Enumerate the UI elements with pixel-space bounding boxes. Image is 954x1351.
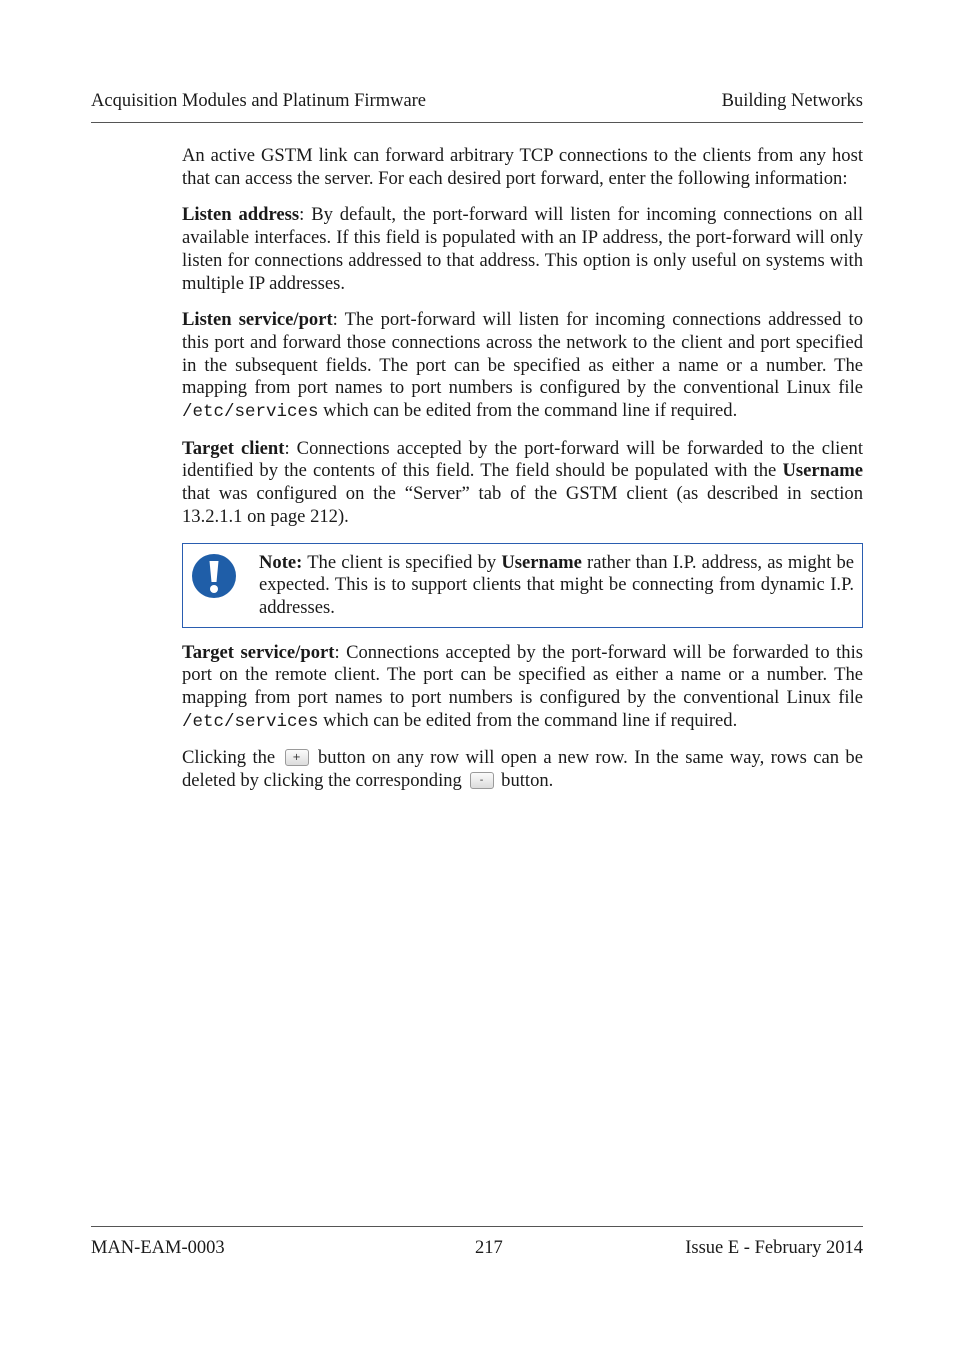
target-client-text-2: that was configured on the “Server” tab of the GSTM client (as described in section 13.2.1.1 on page 212). (182, 483, 863, 527)
listen-address-term: Listen address (182, 204, 300, 226)
note-box (182, 543, 863, 628)
target-service-code: /etc/services (182, 711, 319, 732)
exclamation-icon (191, 553, 237, 599)
target-client-bold: Username (782, 460, 863, 482)
target-service-paragraph (182, 642, 863, 734)
clicking-paragraph (182, 747, 863, 792)
listen-service-paragraph (182, 309, 863, 424)
listen-address-text: : By default, the port-forward will listen for incoming connections on all available interfaces. If this field is populated with an IP address, the port-forward will only listen for connections addressed to that address. This option is only useful on systems with multiple IP addresses. (182, 204, 864, 294)
clicking-text-1: Clicking the (182, 747, 282, 769)
target-client-paragraph (182, 438, 863, 529)
note-label: Note: (259, 551, 303, 573)
note-bold: Username (501, 551, 582, 573)
note-text-1: The client is specified by (302, 551, 502, 573)
add-row-button-image: + (285, 749, 309, 766)
footer-divider (91, 1226, 863, 1227)
target-client-text-1: : Connections accepted by the port-forward will be forwarded to the client identified by the contents of this field. The field should be populated with the (182, 437, 863, 482)
listen-service-code: /etc/services (182, 402, 319, 423)
listen-service-text-1: : The port-forward will listen for incoming connections addressed to this port and forward those connections across the network to the client and port specified in the subsequent fields. The port can be specified as either a name or a number. The mapping from port names to port numbers is configured by the conventional Linux file (182, 309, 863, 399)
footer-issue: Issue E - February 2014 (685, 1238, 863, 1258)
header-section: Building Networks (721, 91, 863, 111)
listen-address-paragraph (182, 204, 863, 295)
listen-service-term: Listen service/port (182, 309, 333, 331)
header-title: Acquisition Modules and Platinum Firmware (91, 91, 427, 111)
header-divider (91, 122, 863, 123)
page-body (182, 145, 863, 807)
target-service-term: Target service/port (182, 641, 335, 663)
target-service-text-2: which can be edited from the command line if required. (318, 709, 738, 731)
target-client-term: Target client (182, 437, 285, 459)
delete-row-button-image: - (470, 772, 494, 789)
footer-page-number: 217 (475, 1238, 503, 1258)
page-header (91, 89, 863, 113)
clicking-text-3: button. (496, 770, 554, 792)
note-text-2: rather than I.P. address, as might be expected. This is to support clients that might be connecting from dynamic I.P. addresses. (259, 551, 854, 618)
target-service-text-1: : Connections accepted by the port-forward will be forwarded to this port on the remote client. The port can be specified as either a name or a number. The mapping from port names to port numbers is configured by the conventional Linux file (182, 641, 863, 709)
footer-doc-id: MAN-EAM-0003 (91, 1238, 225, 1258)
intro-paragraph: An active GSTM link can forward arbitrary TCP connections to the clients from any host that can access the server. For each desired port forward, enter the following information: (182, 145, 863, 189)
clicking-text-2: button on any row will open a new row. In the same way, rows can be deleted by clicking the corresponding (182, 747, 863, 792)
note-text (259, 552, 854, 620)
listen-service-text-2: which can be edited from the command line if required. (318, 400, 738, 422)
